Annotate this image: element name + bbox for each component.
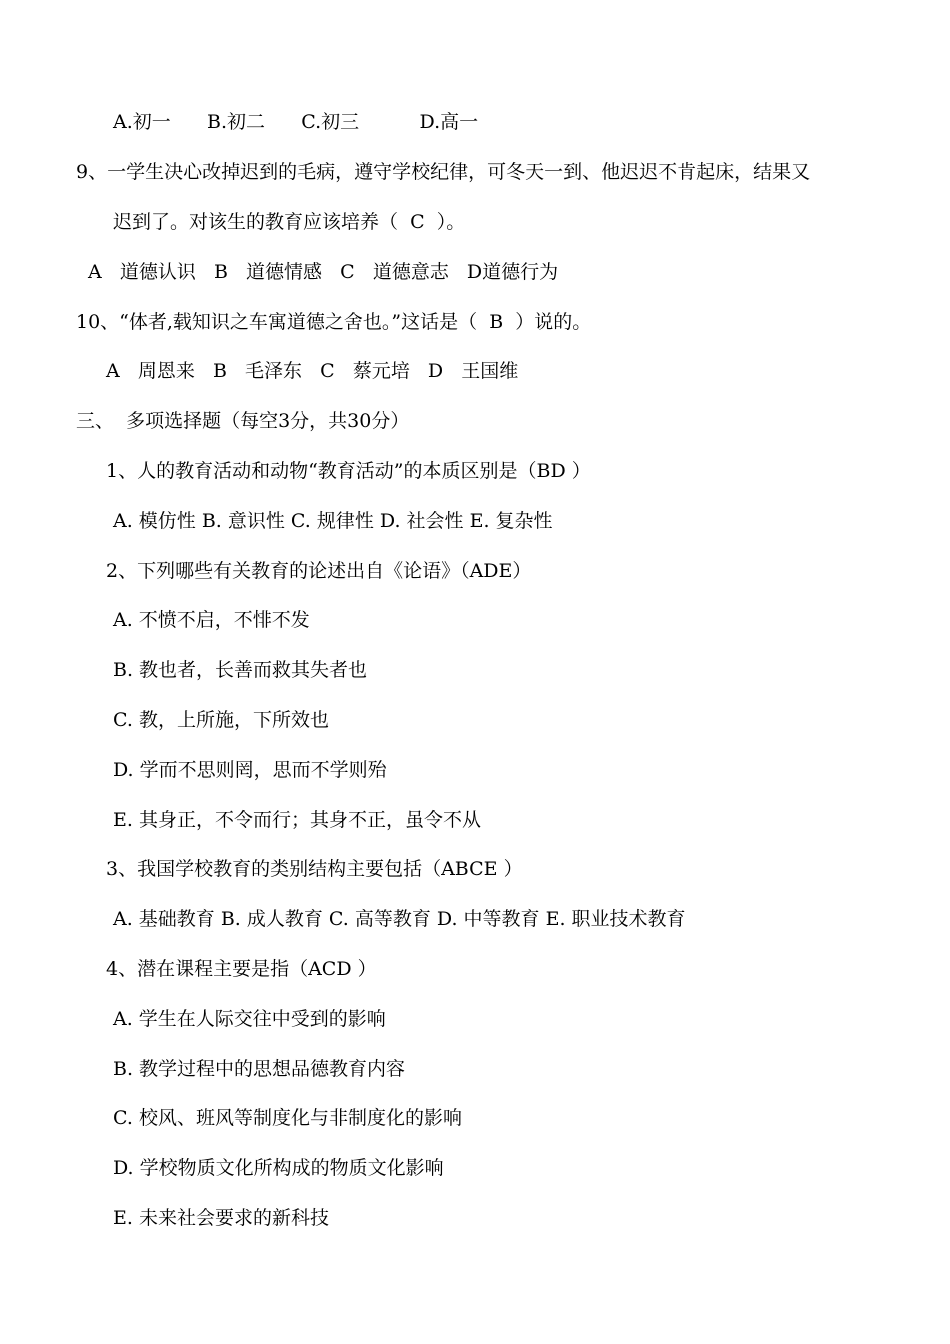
mq2-option-e: E. 其身正，不令而行；其身不正，虽令不从: [113, 809, 481, 831]
mq1-stem: 1、人的教育活动和动物“教育活动”的本质区别是（BD ）: [106, 460, 591, 482]
mq2-option-b: B. 教也者，长善而救其失者也: [113, 659, 368, 681]
mq3-options: A. 基础教育 B. 成人教育 C. 高等教育 D. 中等教育 E. 职业技术教育: [113, 908, 686, 930]
mq2-option-a: A. 不愤不启，不悱不发: [113, 609, 310, 631]
q8-options: A.初一 B.初二 C.初三 D.高一: [113, 111, 479, 133]
mq3-stem: 3、我国学校教育的类别结构主要包括（ABCE ）: [106, 858, 523, 880]
mq4-option-a: A. 学生在人际交往中受到的影响: [113, 1008, 386, 1030]
q10-stem: 10、“体者,载知识之车寓道德之舍也。”这话是（ B ）说的。: [76, 311, 592, 333]
mq1-options: A. 模仿性 B. 意识性 C. 规律性 D. 社会性 E. 复杂性: [113, 510, 553, 532]
mq4-option-e: E. 未来社会要求的新科技: [113, 1207, 329, 1229]
mq4-option-d: D. 学校物质文化所构成的物质文化影响: [113, 1157, 444, 1179]
mq4-stem: 4、潜在课程主要是指（ACD ）: [106, 958, 377, 980]
q10-options: A 周恩来 B 毛泽东 C 蔡元培 D 王国维: [106, 360, 519, 382]
mq4-option-c: C. 校风、班风等制度化与非制度化的影响: [113, 1107, 462, 1129]
mq2-option-d: D. 学而不思则罔，思而不学则殆: [113, 759, 387, 781]
section3-heading: 三、 多项选择题（每空3分，共30分）: [76, 410, 410, 432]
mq4-option-b: B. 教学过程中的思想品德教育内容: [113, 1058, 406, 1080]
mq2-option-c: C. 教，上所施，下所效也: [113, 709, 329, 731]
q9-stem-line2: 迟到了。对该生的教育应该培养（ C ）。: [113, 211, 466, 233]
mq2-stem: 2、下列哪些有关教育的论述出自《论语》（ADE）: [106, 560, 532, 582]
q9-options: A 道德认识 B 道德情感 C 道德意志 D道德行为: [88, 261, 559, 283]
q9-stem-line1: 9、一学生决心改掉迟到的毛病，遵守学校纪律，可冬天一到、他迟迟不肯起床，结果又: [76, 161, 811, 183]
